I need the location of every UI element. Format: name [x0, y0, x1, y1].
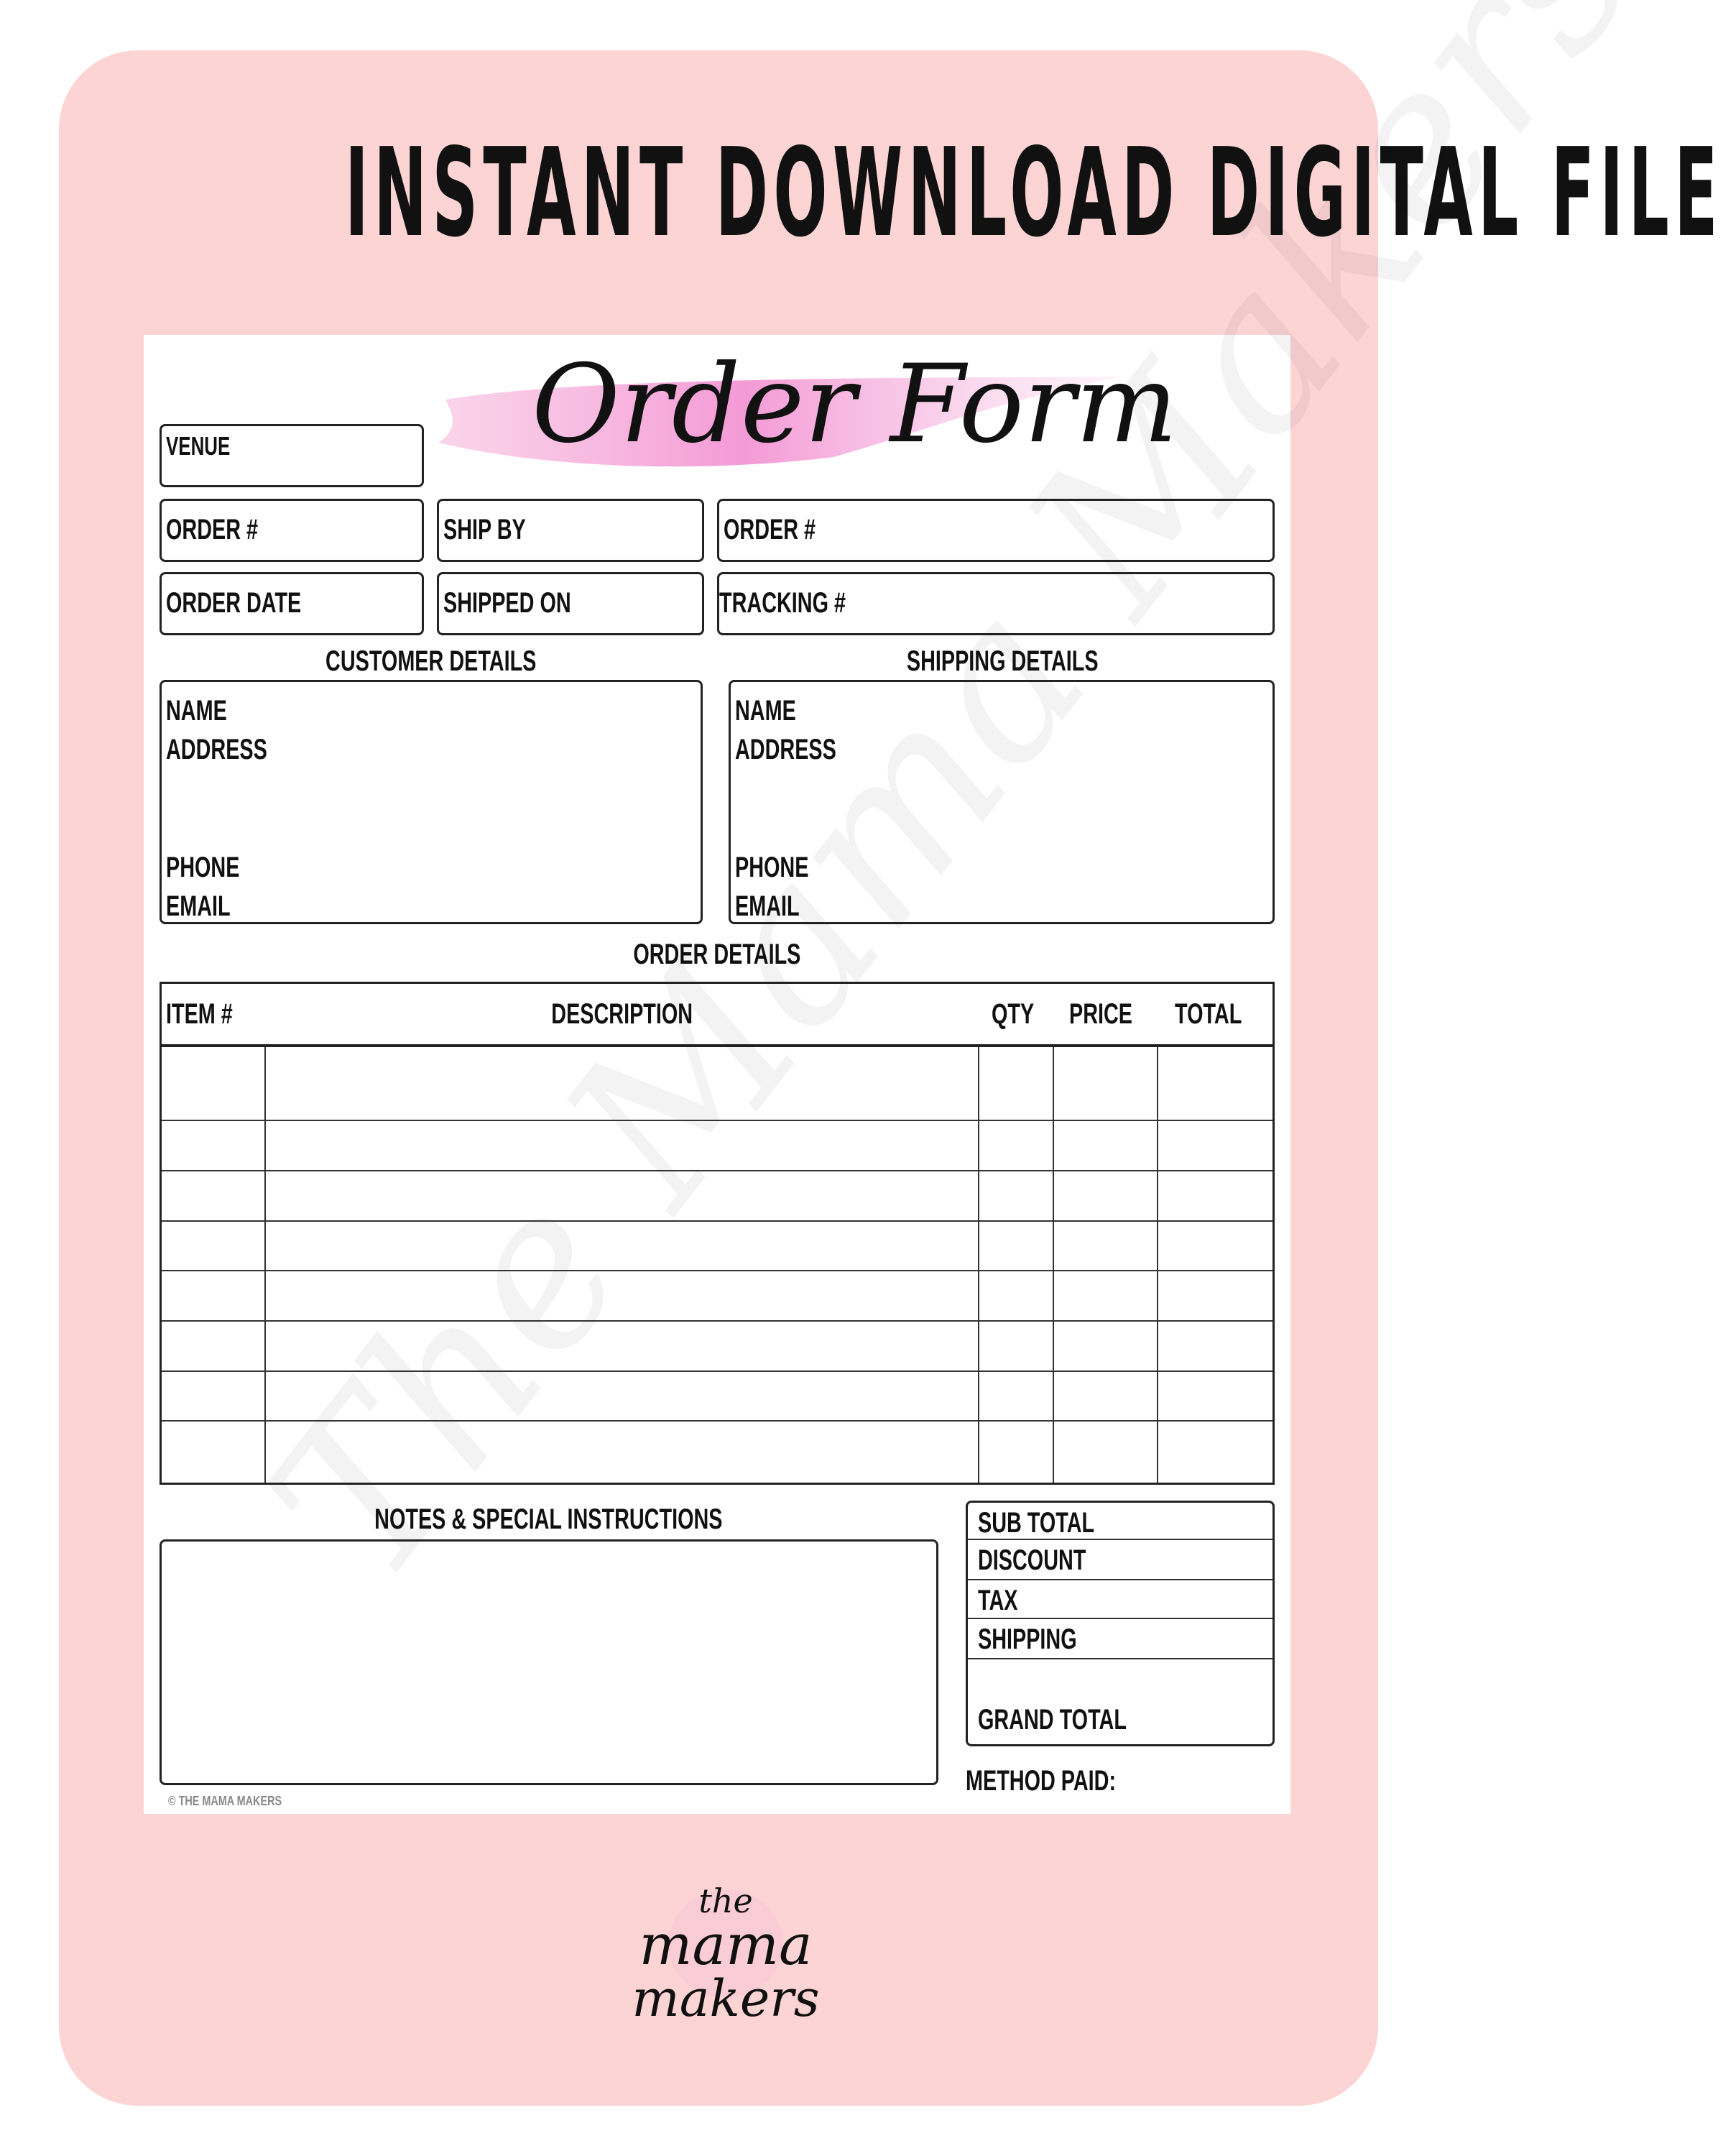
order-date-field[interactable]: [160, 572, 424, 635]
column-header-qty: [979, 983, 1053, 1046]
cell-item[interactable]: [161, 1171, 266, 1221]
cell-description[interactable]: [265, 1046, 979, 1120]
column-header-total: [1158, 983, 1274, 1046]
order-form-sheet: [144, 335, 1290, 1814]
mama-makers-logo: [618, 1883, 833, 2048]
order-items-header-row: [161, 983, 1274, 1046]
cell-item[interactable]: [161, 1421, 266, 1483]
table-row: [161, 1421, 1274, 1483]
logo-line-mama: mama: [639, 1913, 813, 1978]
shipped-on-field[interactable]: [437, 572, 704, 635]
discount-label: DISCOUNT: [978, 1544, 1086, 1576]
cell-total[interactable]: [1158, 1221, 1274, 1271]
table-row: [161, 1120, 1274, 1171]
cell-description[interactable]: [265, 1120, 979, 1171]
customer-address-label: ADDRESS: [166, 734, 267, 765]
table-row: [161, 1171, 1274, 1221]
cell-qty[interactable]: [979, 1046, 1053, 1120]
logo-line-makers: makers: [632, 1969, 820, 2028]
cell-qty[interactable]: [979, 1221, 1053, 1271]
grand-total-row[interactable]: [968, 1659, 1272, 1738]
tax-label: TAX: [978, 1585, 1018, 1616]
cell-price[interactable]: [1053, 1371, 1157, 1422]
cell-price[interactable]: [1053, 1221, 1157, 1271]
method-paid-label: METHOD PAID:: [966, 1765, 1117, 1797]
cell-total[interactable]: [1158, 1421, 1274, 1483]
totals-box: [966, 1501, 1275, 1746]
table-row: [161, 1321, 1274, 1371]
cell-description[interactable]: [265, 1171, 979, 1221]
shipping-label: SHIPPING: [978, 1623, 1077, 1655]
tax-row[interactable]: [968, 1580, 1272, 1619]
table-row: [161, 1046, 1274, 1120]
grand-total-label: GRAND TOTAL: [978, 1704, 1127, 1736]
shipping-name-label: NAME: [735, 695, 796, 727]
table-row: [161, 1271, 1274, 1321]
cell-price[interactable]: [1053, 1120, 1157, 1171]
order-number-label: ORDER #: [166, 514, 259, 545]
venue-label: VENUE: [166, 431, 231, 461]
cell-total[interactable]: [1158, 1371, 1274, 1422]
cell-item[interactable]: [161, 1321, 266, 1371]
column-header-item-text: ITEM #: [166, 998, 233, 1030]
cell-item[interactable]: [161, 1371, 266, 1422]
notes-heading: [160, 1505, 937, 1534]
order-number-right-field[interactable]: [717, 499, 1275, 562]
discount-row[interactable]: [968, 1540, 1272, 1580]
column-header-qty-text: QTY: [992, 998, 1035, 1030]
customer-details-box[interactable]: [160, 680, 703, 924]
shipping-row[interactable]: [968, 1619, 1272, 1659]
cell-qty[interactable]: [979, 1171, 1053, 1221]
cell-qty[interactable]: [979, 1321, 1053, 1371]
column-header-price: [1053, 983, 1157, 1046]
shipping-details-heading-text: SHIPPING DETAILS: [906, 645, 1099, 677]
customer-name-label: NAME: [166, 695, 227, 727]
notes-heading-text: NOTES & SPECIAL INSTRUCTIONS: [374, 1503, 723, 1535]
table-row: [161, 1221, 1274, 1271]
column-header-price-text: PRICE: [1069, 998, 1133, 1030]
cell-total[interactable]: [1158, 1046, 1274, 1120]
column-header-description: [265, 983, 979, 1046]
order-details-heading: [160, 940, 1275, 969]
cell-price[interactable]: [1053, 1171, 1157, 1221]
cell-description[interactable]: [265, 1321, 979, 1371]
shipping-address-label: ADDRESS: [735, 734, 836, 765]
column-header-description-text: DESCRIPTION: [551, 998, 693, 1030]
order-number-field[interactable]: [160, 499, 424, 562]
shipping-phone-label: PHONE: [735, 852, 809, 883]
shipping-details-box[interactable]: [729, 680, 1275, 924]
form-title: Order Form: [532, 342, 1178, 467]
cell-price[interactable]: [1053, 1421, 1157, 1483]
column-header-total-text: TOTAL: [1174, 998, 1242, 1030]
table-row: [161, 1371, 1274, 1422]
cell-item[interactable]: [161, 1271, 266, 1321]
order-number-right-label: ORDER #: [724, 514, 816, 545]
cell-total[interactable]: [1158, 1120, 1274, 1171]
cell-item[interactable]: [161, 1120, 266, 1171]
cell-qty[interactable]: [979, 1271, 1053, 1321]
cell-description[interactable]: [265, 1421, 979, 1483]
banner-title: INSTANT DOWNLOAD DIGITAL FILE: [345, 122, 1723, 264]
order-details-heading-text: ORDER DETAILS: [633, 939, 801, 970]
order-date-label: ORDER DATE: [166, 587, 302, 619]
notes-box[interactable]: [160, 1539, 938, 1785]
tracking-label: TRACKING #: [719, 587, 846, 619]
copyright-text: © THE MAMA MAKERS: [168, 1794, 282, 1808]
ship-by-label: SHIP BY: [443, 514, 526, 545]
customer-email-label: EMAIL: [166, 890, 231, 922]
shipping-email-label: EMAIL: [735, 890, 800, 922]
cell-item[interactable]: [161, 1221, 266, 1271]
order-items-table: [160, 982, 1275, 1485]
subtotal-row[interactable]: [968, 1503, 1272, 1540]
customer-details-heading: [160, 647, 703, 676]
ship-by-field[interactable]: [437, 499, 704, 562]
cell-price[interactable]: [1053, 1321, 1157, 1371]
cell-total[interactable]: [1158, 1271, 1274, 1321]
cell-total[interactable]: [1158, 1321, 1274, 1371]
cell-description[interactable]: [265, 1371, 979, 1422]
cell-qty[interactable]: [979, 1120, 1053, 1171]
venue-field[interactable]: [160, 424, 424, 487]
logo-line-the: the: [698, 1881, 753, 1920]
cell-qty[interactable]: [979, 1371, 1053, 1422]
tracking-field[interactable]: [717, 572, 1275, 635]
cell-price[interactable]: [1053, 1046, 1157, 1120]
cell-description[interactable]: [265, 1271, 979, 1321]
subtotal-label: SUB TOTAL: [978, 1507, 1095, 1539]
cell-price[interactable]: [1053, 1271, 1157, 1321]
shipping-details-heading: [730, 647, 1275, 676]
cell-total[interactable]: [1158, 1171, 1274, 1221]
customer-details-heading-text: CUSTOMER DETAILS: [325, 645, 537, 677]
shipped-on-label: SHIPPED ON: [443, 587, 571, 619]
customer-phone-label: PHONE: [166, 852, 240, 883]
cell-item[interactable]: [161, 1046, 266, 1120]
cell-description[interactable]: [265, 1221, 979, 1271]
column-header-item: [161, 983, 266, 1046]
cell-qty[interactable]: [979, 1421, 1053, 1483]
